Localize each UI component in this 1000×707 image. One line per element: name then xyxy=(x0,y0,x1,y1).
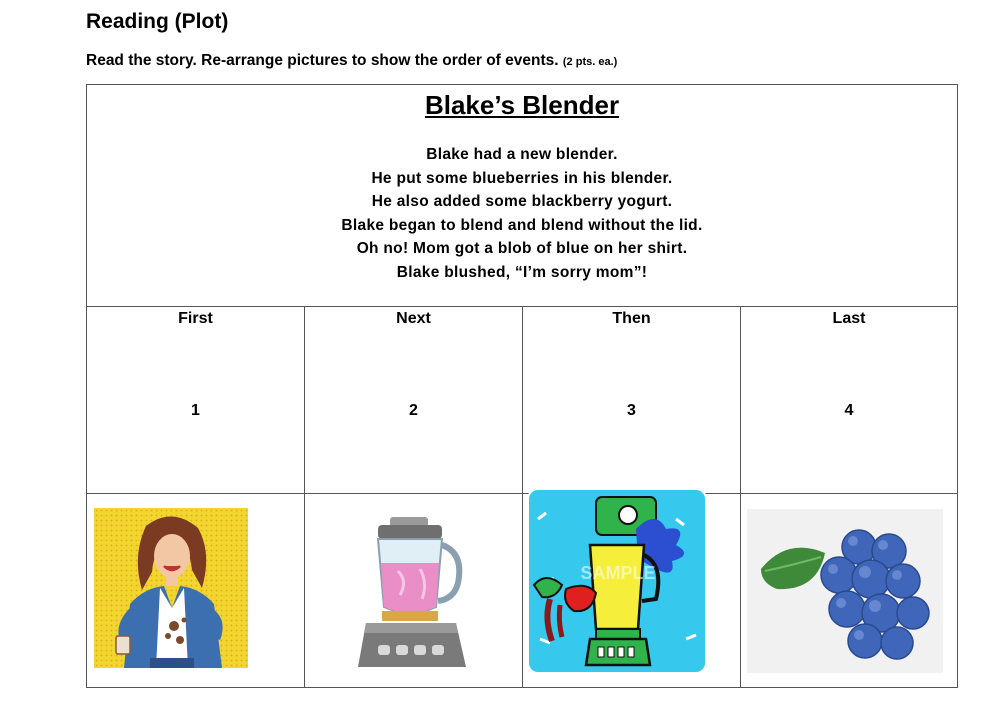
story-title: Blake’s Blender xyxy=(424,90,620,120)
story-line: Blake began to blend and blend without the lid. xyxy=(341,216,703,234)
order-cell-first[interactable] xyxy=(87,306,305,493)
story-lines xyxy=(87,143,957,284)
points-note: (2 pts. ea.) xyxy=(562,56,618,68)
order-number: 4 xyxy=(844,402,854,419)
order-cell-then[interactable] xyxy=(523,306,741,493)
stained-shirt-woman-icon[interactable] xyxy=(94,508,248,668)
story-line: He also added some blackberry yogurt. xyxy=(371,193,673,210)
pink-blender-icon[interactable] xyxy=(338,511,488,675)
order-label: Next xyxy=(396,310,431,327)
picture-cell[interactable] xyxy=(305,493,523,687)
blueberries-icon[interactable] xyxy=(747,509,943,673)
order-number: 1 xyxy=(191,402,200,419)
picture-cell[interactable] xyxy=(523,493,741,687)
order-cell-next[interactable] xyxy=(305,306,523,493)
order-cell-last[interactable] xyxy=(741,306,957,493)
story-line: Blake blushed, “I’m sorry mom”! xyxy=(396,263,648,281)
order-label: First xyxy=(178,310,213,327)
order-number: 2 xyxy=(409,402,418,419)
story-box xyxy=(87,85,957,307)
picture-cell[interactable] xyxy=(87,493,305,687)
story-line: Blake had a new blender. xyxy=(426,146,618,163)
order-number: 3 xyxy=(627,402,636,419)
worksheet-table xyxy=(86,84,958,688)
sample-watermark: SAMPLE xyxy=(580,563,656,583)
order-label: Last xyxy=(832,310,866,327)
story-line: Oh no! Mom got a blob of blue on her shirt. xyxy=(356,240,688,257)
picture-cell[interactable] xyxy=(741,493,957,687)
splashing-blender-icon[interactable] xyxy=(526,489,708,675)
picture-row xyxy=(87,493,957,687)
order-row xyxy=(87,306,957,494)
worksheet-heading: Reading (Plot) xyxy=(86,10,229,33)
story-line: He put some blueberries in his blender. xyxy=(371,169,673,187)
order-label: Then xyxy=(612,310,651,327)
instructions-text: Read the story. Re-arrange pictures to show the order of events. xyxy=(86,52,559,69)
instructions xyxy=(86,52,617,70)
